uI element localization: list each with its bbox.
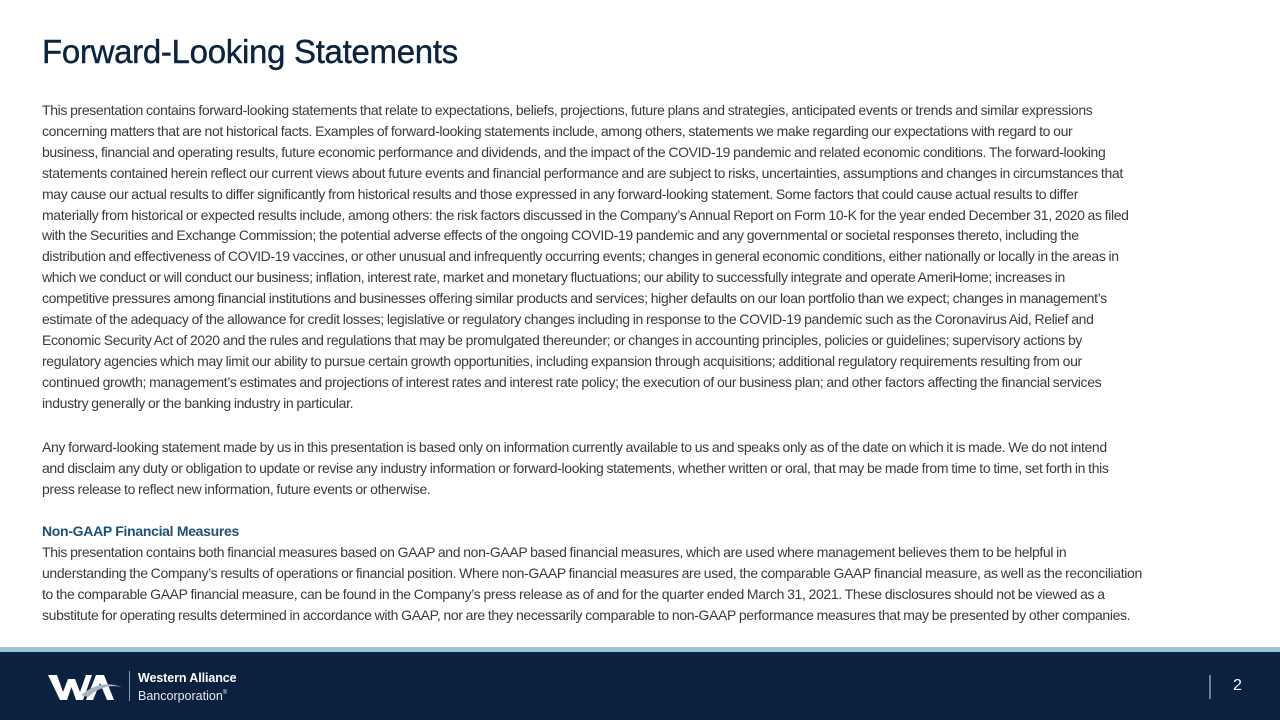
text-line: understanding the Company’s results of operations or financial position. Where non-GAAP financial measures are used, the comparable GAAP financial measure, as well as the reconciliation [42, 564, 1142, 581]
text-line: regulatory agencies which may limit our ability to pursue certain growth opportunities, including expansion through acquisitions; additional regulatory requirements resulting from our [42, 352, 1082, 369]
text-line: business, financial and operating results, future economic performance and dividends, and the impact of the COVID-19 pandemic and related economic conditions. The forward-looking [42, 143, 1106, 160]
text-line: to the comparable GAAP financial measure, can be found in the Company’s press release as of and for the quarter ended March 31, 2021. These disclosures should not be viewed as a [42, 585, 1105, 602]
wa-logo-mark-icon [48, 673, 124, 701]
text-line: distribution and effectiveness of COVID-19 vaccines, or other unusual and infrequently occurring events; changes in general economic conditions, either nationally or locally in the areas in [42, 248, 1119, 265]
page-number-divider [1209, 675, 1211, 699]
text-line: Economic Security Act of 2020 and the rules and regulations that may be promulgated thereunder; or changes in accounting principles, policies or guidelines; supervisory actions by [42, 331, 1083, 348]
text-line: Any forward-looking statement made by us in this presentation is based only on information currently available to us and speaks only as of the date on which it is made. We do not intend [42, 439, 1107, 455]
text-line: materially from historical or expected results include, among others: the risk factors discussed in the Company’s Annual Report on Form 10-K for the year ended December 31, 2020 as filed [42, 206, 1129, 223]
page-title: Forward-Looking Statements [42, 33, 458, 70]
text-line: This presentation contains forward-looking statements that relate to expectations, beliefs, projections, future plans and strategies, anticipated events or trends and similar expressions [42, 102, 1093, 118]
text-line: press release to reflect new information, future events or otherwise. [42, 480, 431, 497]
text-line: which we conduct or will conduct our business; inflation, interest rate, market and monetary fluctuations; our ability to successfully integrate and operate AmeriHome; increases in [42, 269, 1065, 286]
non-gaap-paragraph [42, 542, 1262, 626]
text-line: This presentation contains both financial measures based on GAAP and non-GAAP based financial measures, which are used where management believes them to be helpful in [42, 544, 1067, 560]
text-line: and disclaim any duty or obligation to update or revise any industry information or forward-looking statements, whether written or oral, that may be made from time to time, set forth in this [42, 459, 1109, 476]
non-gaap-heading: Non-GAAP Financial Measures [42, 523, 240, 539]
text-line: concerning matters that are not historical facts. Examples of forward-looking statements include, among others, statements we make regarding our expectations with regard to our [42, 122, 1073, 139]
footer [0, 652, 1280, 720]
company-subname: Bancorporation® [138, 689, 228, 703]
company-logo [48, 671, 248, 705]
page-number: 2 [1233, 677, 1242, 694]
text-line: substitute for operating results determined in accordance with GAAP, nor are they necessarily comparable to non-GAAP performance measures that may be presented by other companies. [42, 606, 1131, 623]
text-line: industry generally or the banking industry in particular. [42, 394, 354, 411]
text-line: may cause our actual results to differ significantly from historical results and those expressed in any forward-looking statement. Some factors that could cause actual results to differ [42, 185, 1079, 202]
disclaimer-paragraph [42, 437, 1262, 500]
text-line: statements contained herein reflect our current views about future events and financial performance and are subject to risks, uncertainties, assumptions and changes in circumstances that [42, 164, 1123, 181]
text-line: with the Securities and Exchange Commission; the potential adverse effects of the ongoing COVID-19 pandemic and any governmental or societal responses thereto, including the [42, 227, 1079, 244]
text-line: estimate of the adequacy of the allowance for credit losses; legislative or regulatory changes including in response to the COVID-19 pandemic such as the Coronavirus Aid, Relief and [42, 311, 1094, 328]
forward-looking-paragraph [42, 100, 1262, 414]
logo-divider [129, 671, 130, 701]
company-name: Western Alliance [138, 671, 237, 685]
text-line: continued growth; management’s estimates and projections of interest rates and interest rate policy; the execution of our business plan; and other factors affecting the financial services [42, 373, 1102, 390]
text-line: competitive pressures among financial institutions and businesses offering similar products and services; higher defaults on our loan portfolio than we expect; changes in management’s [42, 290, 1107, 307]
